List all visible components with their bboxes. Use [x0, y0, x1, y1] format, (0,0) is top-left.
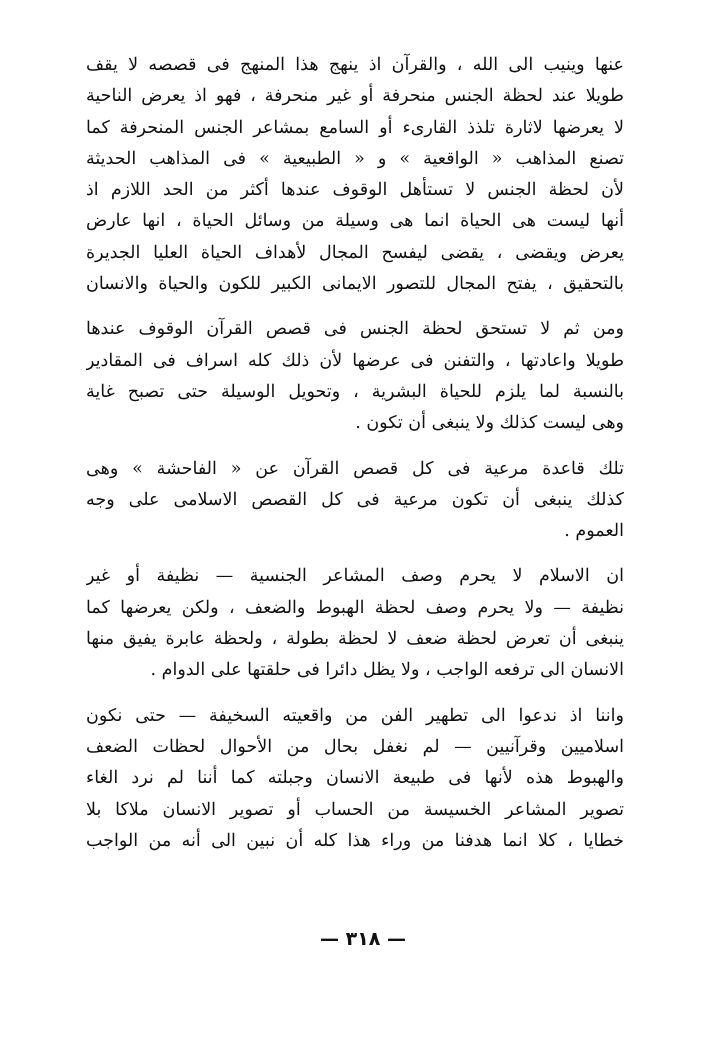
paragraph-4	[86, 561, 624, 686]
text-line: كذلك ينبغى أن تكون مرعية فى كل القصص الاسلامى على وجه	[86, 489, 624, 510]
text-line: تصوير المشاعر الخسيسة من الحساب أو تصوير الانسان ملاكا بلا	[86, 799, 624, 820]
text-line: طويلا عند لحظة الجنس منحرفة أو غير منحرفة ، فهو اذ يعرض الناحية	[86, 86, 624, 107]
text-line: وهى ليست كذلك ولا ينبغى أن تكون .	[355, 413, 624, 434]
paragraph-2	[86, 314, 624, 439]
text-line: يعرض ويقضى ، يقضى ليفسح المجال لأهداف الحياة العليا الجديرة	[86, 242, 624, 263]
text-line: العموم .	[564, 521, 624, 542]
text-line: ينبغى أن تعرض لحظة ضعف لا لحظة بطولة ، ولحظة عابرة يفيق منها	[86, 629, 624, 650]
paragraph-5	[86, 701, 624, 857]
text-line: لا يعرضها لاثارة تلذذ القارىء أو السامع بمشاعر الجنس المنحرفة كما	[86, 117, 624, 138]
page-number: — ٣١٨ —	[319, 928, 407, 950]
paragraph-1	[86, 50, 624, 300]
text-line: والهبوط هذه لأنها فى طبيعة الانسان وجبلته كما أننا لم نرد الغاء	[86, 768, 624, 789]
text-line: ومن ثم لا تستحق لحظة الجنس فى قصص القرآن الوقوف عندها	[86, 319, 624, 340]
text-line: اسلاميين وقرآنيين — لم نغفل بحال من الأحوال لحظات الضعف	[86, 736, 624, 757]
text-line: نظيفة — ولا يحرم وصف لحظة الهبوط والضعف ، ولكن يعرضها كما	[86, 597, 624, 618]
text-line: واننا اذ ندعوا الى تطهير الفن من واقعيته السخيفة — حتى نكون	[86, 705, 624, 726]
text-line: تلك قاعدة مرعية فى كل قصص القرآن عن « الفاحشة » وهى	[86, 458, 624, 479]
text-line: بالنسبة لما يلزم للحياة البشرية ، وتحويل الوسيلة حتى تصبح غاية	[86, 381, 624, 402]
text-line: طويلا واعادتها ، والتفنن فى عرضها لأن ذلك كله اسراف فى المقادير	[86, 350, 624, 371]
text-line: خطايا ، كلا انما هدفنا من وراء هذا كله أن نبين الى أنه من الواجب	[86, 830, 624, 851]
text-line: تصنع المذاهب « الواقعية » و « الطبيعية » فى المذاهب الحديثة	[86, 148, 624, 169]
text-line: بالتحقيق ، يفتح المجال للتصور الايمانى الكبير للكون والحياة والانسان	[86, 274, 624, 295]
text-line: لأن لحظة الجنس لا تستأهل الوقوف عندها أكثر من الحد اللازم اذ	[86, 180, 624, 201]
text-line: أنها ليست هى الحياة انما هى وسيلة من وسائل الحياة ، انها عارض	[86, 211, 624, 232]
text-line: الانسان الى ترفعه الواجب ، ولا يظل دائرا فى حلقتها على الدوام .	[150, 660, 624, 681]
text-line: عنها وينيب الى الله ، والقرآن اذ ينهج هذا المنهج فى قصصه لا يقف	[86, 55, 624, 75]
text-line: ان الاسلام لا يحرم وصف المشاعر الجنسية — نظيفة أو غير	[86, 566, 624, 587]
page-body	[86, 50, 624, 857]
paragraph-3	[86, 454, 624, 548]
